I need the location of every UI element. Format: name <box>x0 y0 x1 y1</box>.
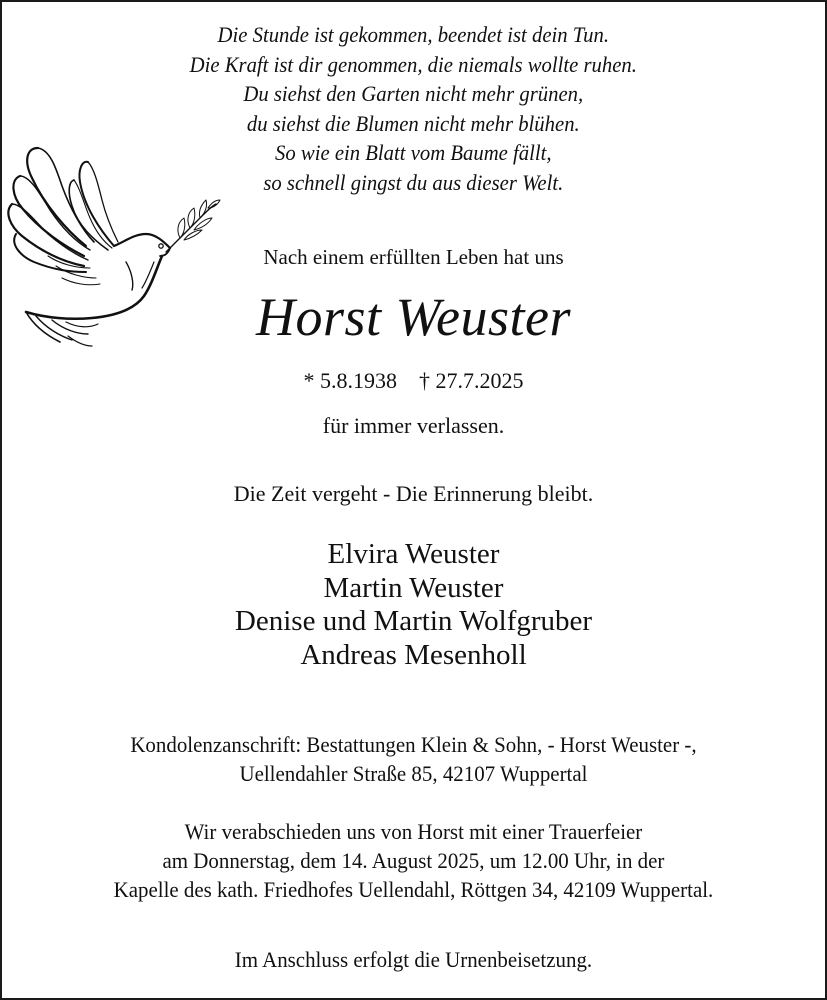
poem-line: So wie ein Blatt vom Baume fällt, <box>275 140 552 165</box>
announcement-intro <box>0 244 827 270</box>
poem-line: so schnell gingst du aus dieser Welt. <box>263 169 564 195</box>
poem <box>33 20 794 197</box>
announcement-closing: für immer verlassen. <box>322 413 505 438</box>
poem-line: du siehst die Blumen nicht mehr blühen. <box>246 110 580 136</box>
condolence-address <box>29 730 798 788</box>
mourners-list <box>0 538 827 672</box>
ceremony-info <box>29 817 798 904</box>
mourner-name: Andreas Mesenholl <box>300 638 527 671</box>
mourner-name: Denise und Martin Wolfgruber <box>234 605 593 637</box>
ceremony-line: am Donnerstag, dem 14. August 2025, um 12.00 Uhr, in der <box>162 848 665 873</box>
life-dates <box>0 367 827 395</box>
ceremony-line: Wir verabschieden uns von Horst mit einer Trauerfeier <box>184 819 643 844</box>
poem-line: Die Stunde ist gekommen, beendet ist dein Tun. <box>217 22 610 47</box>
condolence-line: Uellendahler Straße 85, 42107 Wuppertal <box>239 761 588 786</box>
birth-date: * 5.8.1938 <box>303 368 397 393</box>
poem-line: Du siehst den Garten nicht mehr grünen, <box>243 81 584 106</box>
motto: Die Zeit vergeht - Die Erinnerung bleibt. <box>233 481 594 506</box>
burial-note: Im Anschluss erfolgt die Urnenbeisetzung. <box>234 947 593 972</box>
deceased-name: Horst Weuster <box>255 287 572 347</box>
intro-text: Nach einem erfüllten Leben hat uns <box>263 245 564 269</box>
mourner-name: Martin Weuster <box>323 571 504 604</box>
condolence-line: Kondolenzanschrift: Bestattungen Klein & Sohn, - Horst Weuster -, <box>130 732 697 757</box>
poem-line: Die Kraft ist dir genommen, die niemals wollte ruhen. <box>189 51 637 77</box>
death-date: † 27.7.2025 <box>419 368 524 393</box>
ceremony-line: Kapelle des kath. Friedhofes Uellendahl, Röttgen 34, 42109 Wuppertal. <box>113 877 714 902</box>
mourner-name: Elvira Weuster <box>327 538 500 570</box>
